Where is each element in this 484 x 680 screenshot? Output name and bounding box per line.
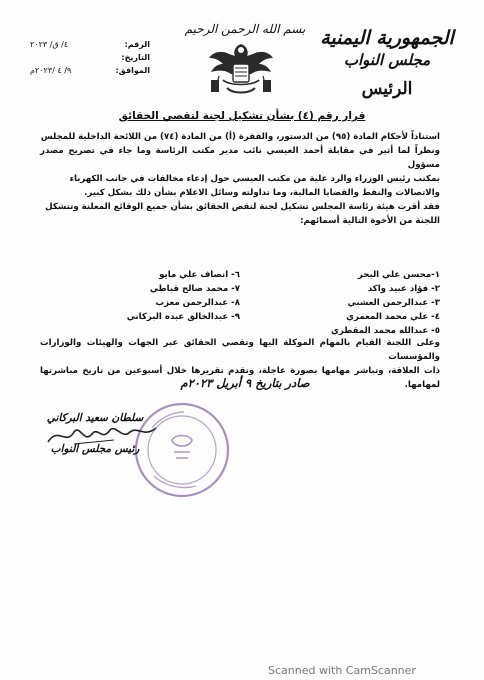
signatory-name: سلطان سعيد البركاني (46, 412, 144, 424)
corresponding-date-row (30, 64, 150, 77)
member-item: ٤- علي محمد المعمري (346, 312, 440, 322)
member-item: ٩- عبدالخالق عبده البركاني (126, 312, 240, 322)
member-item: ١-محسن علي البحر (357, 270, 440, 280)
date-label: التاريخ: (121, 53, 150, 62)
signatory-title: رئيس مجلس النواب (50, 443, 140, 455)
member-item: ٣- عبدالرحمن العشبي (347, 298, 440, 308)
body-line: بمكتب رئيس الوزراء والرد علية من مكتب العيسي حول إدعاء مخالفات في جانب الكهرباء (69, 174, 440, 184)
member-item: ٥- عبدالله محمد المقطري (331, 326, 440, 336)
document-title: قرار رقم (٤) بشأن تشكيل لجنة لتقصي الحقائق (118, 110, 366, 122)
body-line: والاتصالات والنفط والقضايا المالية، وما تداولته وسائل الاعلام بشأن ذلك بشكل كبير. (84, 188, 440, 198)
council-name: مجلس النواب (343, 51, 431, 69)
member-item: ٧- محمد صالح قباطي (149, 284, 240, 294)
body-line: ونظراً لما أثير في مقابلة أحمد العيسي نائب مدير مكتب الرئاسة وما جاء في تصريح مصدر مسؤول (40, 146, 440, 170)
signatory-block (40, 410, 150, 458)
reference-value: ٤/ ق/ ٢٠٢٣ (30, 40, 69, 49)
member-item: ٨- عبدالرحمن معزب (155, 298, 240, 308)
body-line: فقد أقرت هيئة رئاسة المجلس تشكيل لجنة لتقص الحقائق بشأن جميع الوقائع المعلنة وتتشكل (45, 202, 440, 212)
corresponding-label: الموافق: (115, 66, 150, 75)
date-row (30, 51, 150, 64)
corresponding-value: ٩/ ٤ /٢٠٢٣م (30, 66, 72, 75)
closing-line: ذات العلاقة، وتباشر مهامها بصورة عاجلة، وتقدم تقريرها خلال أسبوعين من تاريخ مباشرتها لمهامها. (40, 366, 440, 390)
reference-block (30, 38, 150, 77)
body-line: استناداً لأحكام المادة (٩٥) من الدستور، والفقرة (أ) من المادة (٧٤) من اللائحة الداخلية للمجلس (40, 132, 440, 142)
republic-name: الجمهورية اليمنية (320, 27, 454, 49)
issue-date: صادر بتاريخ ٩ أبريل ٢٠٢٣م (180, 376, 310, 390)
body-line: اللجنة من الأخوة التالية أسمائهم: (300, 216, 440, 226)
yemen-emblem-icon (205, 36, 277, 102)
closing-line: وعلى اللجنة القيام بالمهام الموكلة اليها وتقصي الحقائق عبر الجهات والهيئات والوزارات والمؤسسات (40, 338, 440, 362)
member-item: ٦- انصاف علي مايو (159, 270, 240, 280)
scanner-watermark: Scanned with CamScanner (268, 664, 416, 677)
office-title: الرئيس (361, 79, 413, 99)
reference-number-row (30, 38, 150, 51)
letterhead-authority (312, 26, 462, 102)
member-item: ٢- فؤاد عبيد واكد (367, 284, 440, 294)
basmala: بسم الله الرحمن الرحيم (184, 22, 306, 36)
reference-label: الرقم: (124, 40, 150, 49)
decision-body (40, 130, 440, 228)
